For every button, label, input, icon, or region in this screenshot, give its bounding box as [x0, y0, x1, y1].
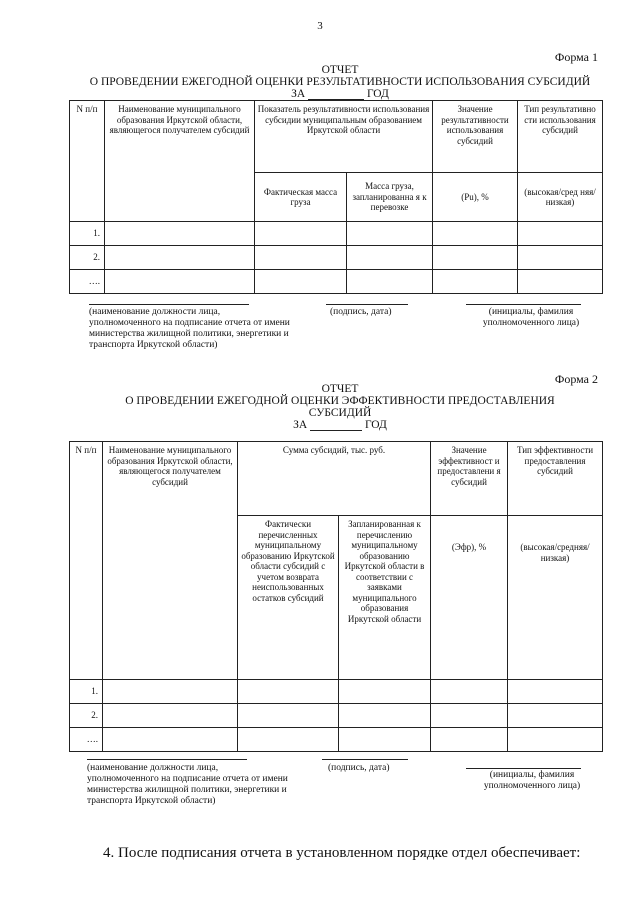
table-row	[70, 680, 603, 704]
table-cell	[518, 222, 603, 246]
form1-position-line	[89, 304, 249, 305]
form1-year-blank	[308, 89, 364, 100]
table-row	[70, 728, 603, 752]
form1-header-n: N п/п	[70, 101, 105, 222]
form1-subheader-type-values: (высокая/сред няя/низкая)	[518, 173, 603, 222]
form2-header-n: N п/п	[70, 442, 103, 680]
form2-initials-line	[466, 768, 581, 769]
form2-header-sum: Сумма субсидий, тыс. руб.	[238, 442, 431, 516]
page-number: 3	[317, 20, 323, 32]
form1-header-name: Наименование муниципального образования Иркутской области, являющегося получателем субсидий	[105, 101, 255, 222]
row-number: 2.	[70, 246, 105, 270]
table-cell	[347, 246, 433, 270]
table-cell	[103, 680, 238, 704]
table-cell	[508, 680, 603, 704]
form2-table	[69, 441, 603, 752]
table-cell	[431, 728, 508, 752]
table-cell	[238, 728, 339, 752]
table-cell	[238, 680, 339, 704]
form2-subheader-value-unit: (Эфр), %	[431, 516, 508, 680]
table-cell	[339, 680, 431, 704]
table-cell	[431, 680, 508, 704]
table-cell	[105, 222, 255, 246]
form2-title-line1: ОТЧЕТ	[321, 383, 359, 395]
form2-header-name: Наименование муниципального образования Иркутской области, являющегося получателем субсидий	[103, 442, 238, 680]
table-cell	[347, 222, 433, 246]
form2-title	[60, 383, 620, 431]
table-cell	[105, 246, 255, 270]
table-cell	[508, 704, 603, 728]
form2-subheader-actual: Фактически перечисленных муниципальному образованию Иркутской области субсидий с учетом возврата неиспользованных остатков субсидий	[238, 516, 339, 680]
form1-title-line2: О ПРОВЕДЕНИИ ЕЖЕГОДНОЙ ОЦЕНКИ РЕЗУЛЬТАТИВНОСТИ ИСПОЛЬЗОВАНИЯ СУБСИДИЙ	[89, 76, 591, 88]
form1-header-indicator: Показатель результативности использования субсидии муниципальным образованием Иркутской области	[255, 101, 433, 173]
row-number: 2.	[70, 704, 103, 728]
closing-paragraph: 4. После подписания отчета в установленном порядке отдел обеспечивает:	[103, 845, 581, 861]
form1-subheader-actual: Фактическая масса груза	[255, 173, 347, 222]
form1-subheader-value-unit: (Pu), %	[433, 173, 518, 222]
form1-title-god: ГОД	[366, 88, 389, 100]
form1-signature-initials: (инициалы, фамилия уполномоченного лица)	[482, 307, 580, 328]
form2-sign-line	[322, 759, 408, 760]
form1-title-line1: ОТЧЕТ	[321, 64, 359, 76]
form2-title-za: ЗА	[293, 419, 308, 431]
form1-sign-line	[326, 304, 408, 305]
table-cell	[255, 246, 347, 270]
form2-position-line	[87, 759, 247, 760]
form2-title-line3: СУБСИДИЙ	[308, 407, 372, 419]
form1-title	[60, 64, 620, 100]
table-cell	[238, 704, 339, 728]
form2-header-value: Значение эффективност и предоставлени я субсидий	[431, 442, 508, 516]
form2-signature-initials: (инициалы, фамилия уполномоченного лица)	[483, 770, 581, 791]
form1-table	[69, 100, 603, 294]
form2-subheader-type-values: (высокая/средняя/ низкая)	[508, 516, 603, 680]
table-cell	[103, 728, 238, 752]
table-cell	[103, 704, 238, 728]
table-cell	[255, 270, 347, 294]
form1-header-value: Значение результативности использования субсидий	[433, 101, 518, 173]
form2-year-blank	[310, 420, 362, 431]
table-cell	[255, 222, 347, 246]
form2-title-period	[60, 419, 620, 431]
form1-initials-line	[466, 304, 581, 305]
row-number: 1.	[70, 680, 103, 704]
row-number: ….	[70, 728, 103, 752]
form2-label: Форма 2	[554, 372, 598, 386]
form1-header-type: Тип результативно сти использования субсидий	[518, 101, 603, 173]
form2-signature-position: (наименование должности лица, уполномоченного на подписание отчета от имени министерства жилищной политики, энергетики и транспорта Иркутской области)	[87, 763, 288, 806]
table-cell	[339, 728, 431, 752]
table-cell	[433, 270, 518, 294]
table-row	[70, 222, 603, 246]
form2-title-god: ГОД	[364, 419, 387, 431]
table-cell	[347, 270, 433, 294]
table-cell	[339, 704, 431, 728]
table-cell	[431, 704, 508, 728]
form1-subheader-planned: Масса груза, запланированна я к перевозке	[347, 173, 433, 222]
form1-signature-sign: (подпись, дата)	[330, 307, 392, 317]
table-cell	[508, 728, 603, 752]
form1-signature-position: (наименование должности лица, уполномоченного на подписание отчета от имени министерства жилищной политики, энергетики и транспорта Иркутской области)	[89, 307, 290, 350]
form1-label: Форма 1	[554, 50, 598, 64]
table-row	[70, 270, 603, 294]
form2-header-type: Тип эффективности предоставления субсидий	[508, 442, 603, 516]
row-number: 1.	[70, 222, 105, 246]
row-number: ….	[70, 270, 105, 294]
table-cell	[433, 222, 518, 246]
table-cell	[433, 246, 518, 270]
form2-signature-sign: (подпись, дата)	[328, 763, 390, 773]
table-cell	[105, 270, 255, 294]
form1-title-za: ЗА	[291, 88, 306, 100]
form2-subheader-planned: Запланированная к перечислению муниципальному образованию Иркутской области в соответствии с заявками муниципального образования Иркутской области	[339, 516, 431, 680]
form1-title-period	[60, 88, 620, 100]
table-cell	[518, 270, 603, 294]
table-cell	[518, 246, 603, 270]
table-row	[70, 246, 603, 270]
form2-title-line2: О ПРОВЕДЕНИИ ЕЖЕГОДНОЙ ОЦЕНКИ ЭФФЕКТИВНОСТИ ПРЕДОСТАВЛЕНИЯ	[125, 395, 555, 407]
table-row	[70, 704, 603, 728]
